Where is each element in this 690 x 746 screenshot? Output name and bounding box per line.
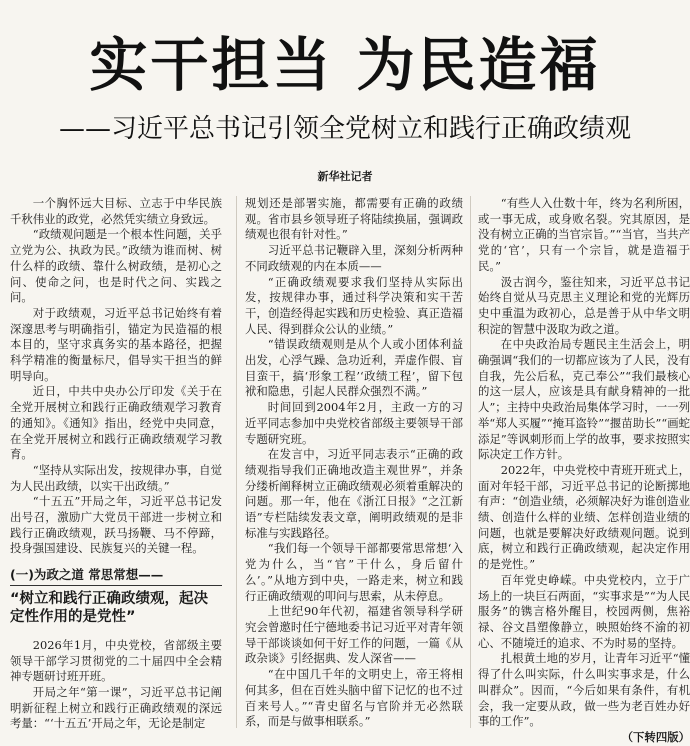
subheadline: ——习近平总书记引领全党树立和践行正确政绩观 [58,114,631,144]
continued-on-page-4[interactable]: （下转四版） [621,729,690,744]
paragraph: 对于政绩观，习近平总书记始终有着深邃思考与明确指引，锚定为民造福的根本目的，坚守求真务实的基本路径，把握科学精准的衡量标尺，倡导实干担当的鲜明导向。 [10,305,222,383]
byline: 新华社记者 [317,170,373,183]
headline: 实干担当 为民造福 [89,31,601,99]
paragraph: “我们每一个领导干部都要常思常想‘入党为什么，当“官”干什么，身后留什么’。”从地方到中央，一路走来，树立和践行正确政绩观的叩问与思索，从未停息。 [245,541,463,603]
paragraph: “政绩观问题是一个根本性问题，关乎立党为公、执政为民。”政绩为谁而树、树什么样的政绩、靠什么树政绩，是初心之问、使命之问，也是时代之问、实践之问。 [10,227,222,305]
paragraph: “有些人入仕数十年，终为名利所困，或一事无成，或身败名裂。究其原因，是没有树立正确的当官宗旨。”“当官，当共产党的‘官’，只有一个宗旨，就是造福于民。” [478,196,690,273]
paragraph: 2026年1月，中央党校，省部级主要领导干部学习贯彻党的二十届四中全会精神专题研讨班开班。 [10,637,222,684]
paragraph: 2022年，中央党校中青班开班式上，面对年轻干部，习近平总书记的论断掷地有声：“创造业绩，必须解决好为谁创造业绩、创造什么样的业绩、怎样创造业绩的问题，也就是要解决好政绩观问题。说到底，树立和践行正确政绩观，起决定作用的是党性。” [478,462,690,572]
paragraph: “错误政绩观则是从个人或小团体利益出发，心浮气躁、急功近利，弄虚作假、盲目蛮干，搞‘形象工程’‘政绩工程’，留下包袱和隐患，引起人民群众强烈不满。” [245,337,463,399]
paragraph: “正确政绩观要求我们坚持从实际出发，按规律办事，通过科学决策和实干苦干，创造经得起实践和历史检验、真正造福人民、得到群众公认的业绩。” [245,274,463,336]
paragraph: “在中国几千年的文明史上，帝王将相何其多，但在百姓头脑中留下记忆的也不过百来号人。”“青史留名与官阶并无必然联系，而是与做事相联系。” [245,667,463,729]
paragraph: “十五五”开局之年，习近平总书记发出号召，激励广大党员干部进一步树立和践行正确政绩观，跃马扬鞭、马不停蹄，投身强国建设、民族复兴的关键一程。 [10,494,222,556]
section-heading: (一)为政之道 常思常想—— [10,567,222,586]
article-column-2 [245,196,463,730]
paragraph: 时间回到2004年2月，主政一方的习近平同志参加中央党校省部级主要领导干部专题研究班。 [245,400,463,446]
paragraph: 在中央政治局专题民主生活会上，明确强调“我们的一切都应该为了人民，没有自我，先公后私，克己奉公”“我们最核心的这一层人，应该是具有献身精神的一批人”；主持中央政治局集体学习时，一一列举“郑人买履”“掩耳盗铃”“揠苗助长”“画蛇添足”等讽刺形而上学的故事，要求按照实际决定工作方针。 [478,337,690,462]
column-divider [470,196,471,728]
section-subheading: “树立和践行正确政绩观，起决定性作用的是党性” [10,590,209,625]
article-column-1 [10,196,222,732]
paragraph: 扎根黄土地的岁月，让青年习近平“懂得了什么叫实际，什么叫实事求是，什么叫群众”。因而，“今后如果有条件，有机会，我一定要从政，做一些为老百姓办好事的工作”。 [478,651,690,729]
paragraph: 规划还是部署实施，都需要有正确的政绩观。省市县乡领导班子将陆续换届，强调政绩观也很有针对性。” [245,196,463,242]
article-column-3 [478,196,690,746]
paragraph: 在发言中，习近平同志表示“正确的政绩观指导我们正确地改造主观世界”，并条分缕析阐释树立正确政绩观必须着重解决的问题。那一年，他在《浙江日报》“之江新语”专栏陆续发表文章，阐明政绩观的是非标准与实践路径。 [245,447,463,540]
paragraph: 上世纪90年代初，福建省领导科学研究会曾邀时任宁德地委书记习近平对青年领导干部谈谈如何干好工作的问题，一篇《从政杂谈》引经据典、发人深省—— [245,604,463,666]
paragraph: 习近平总书记鞭辟入里，深刻分析两种不同政绩观的内在本质—— [245,243,463,273]
paragraph: “坚持从实际出发，按规律办事，自觉为人民出政绩，以实干出政绩。” [10,462,222,493]
paragraph: 汲古润今，鉴往知来，习近平总书记始终自觉从马克思主义理论和党的光辉历史中重温为政初心，总是善于从中华文明积淀的智慧中汲取为政之道。 [478,274,690,336]
paragraph: 近日，中共中央办公厅印发《关于在全党开展树立和践行正确政绩观学习教育的通知》。《通知》指出，经党中央同意，在全党开展树立和践行正确政绩观学习教育。 [10,384,222,462]
paragraph: 百年党史峥嵘。中央党校内，立于广场上的一块巨石两面，“实事求是”“为人民服务”的镌言格外醒目，校园两侧，焦裕禄、谷文昌塑像静立，映照始终不渝的初心、不随境迁的追求、不为时易的坚持。 [478,572,690,650]
paragraph: 一个胸怀远大目标、立志于中华民族千秋伟业的政党，必然凭实绩立身致远。 [10,196,222,226]
column-divider [236,196,237,728]
paragraph: 开局之年“第一课”，习近平总书记阐明新征程上树立和践行正确政绩观的深远考量：“‘十五五’开局之年，无论是制定 [10,684,222,731]
